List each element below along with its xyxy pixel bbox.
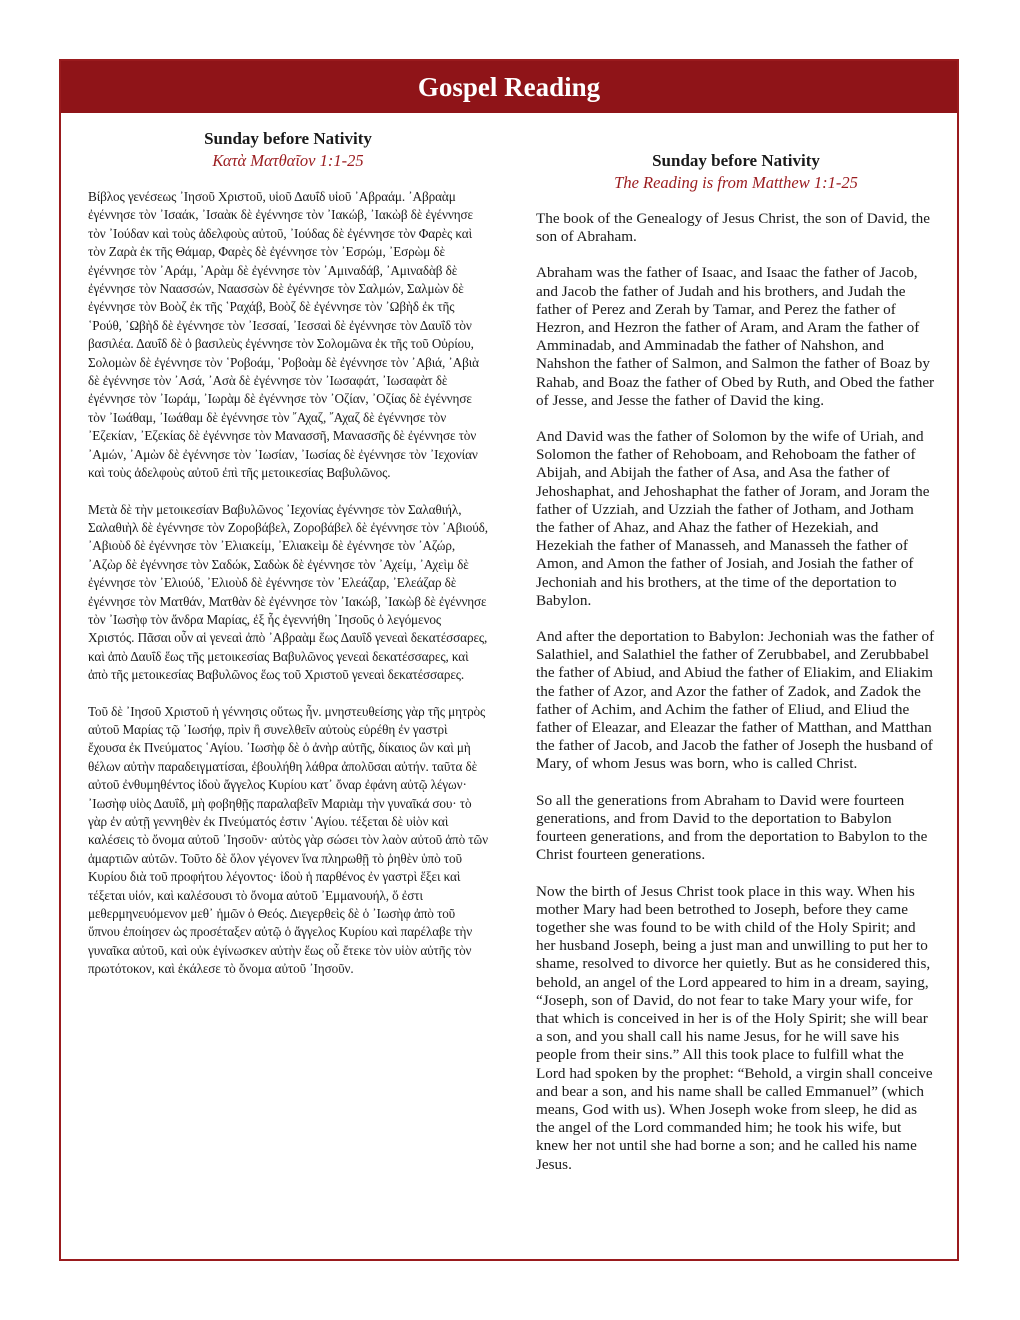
english-paragraph: Abraham was the father of Isaac, and Isaac the father of Jacob, and Jacob the father of Judah and his brothers, and Judah the father of Perez and Zerah by Tamar, and Perez the father of Hezron, and Hezron the father of Aram, and Aram the father of Amminadab, and Amminadab the father of Nahshon, and Nahshon the father of Salmon, and Salmon the father of Boaz by Rahab, and Boaz the father of Obed by Ruth, and Obed the father of Jesse, and Jesse the father of David the king. <box>536 264 935 409</box>
banner-title: Gospel Reading <box>417 72 601 102</box>
english-paragraph: So all the generations from Abraham to David were fourteen generations, and from David to the deportation to Babylon fourteen generations, and from the deportation to Babylon to the Christ fourteen generations. <box>536 791 928 864</box>
english-paragraph: The book of the Genealogy of Jesus Christ, the son of David, the son of Abraham. <box>536 210 930 246</box>
greek-paragraph: Βίβλος γενέσεως ᾿Ιησοῦ Χριστοῦ, υἱοῦ Δαυΐδ υἱοῦ ᾿Αβραάμ. ᾿Αβραὰμ ἐγέννησε τὸν ᾿Ισαάκ, ᾿Ισαὰκ δὲ ἐγέννησε τὸν ᾿Ιακώβ, ᾿Ιακὼβ δὲ ἐγέννησε τὸν ᾿Ιούδαν καὶ τοὺς ἀδελφοὺς αὐτοῦ, ᾿Ιούδας δὲ ἐγέννησε τὸν Φαρὲς καὶ τὸν Ζαρὰ ἐκ τῆς Θάμαρ, Φαρὲς δὲ ἐγέννησε τὸν ᾿Εσρώμ, ᾿Εσρὼμ δὲ ἐγέννησε τὸν ᾿Αράμ, ᾿Αρὰμ δὲ ἐγέννησε τὸν ᾿Αμιναδάβ, ᾿Αμιναδὰβ δὲ ἐγέννησε τὸν Ναασσών, Ναασσὼν δὲ ἐγέννησε τὸν Σαλμών, Σαλμὼν δὲ ἐγέννησε τὸν Βοὸζ ἐκ τῆς ῾Ραχάβ, Βοὸζ δὲ ἐγέννησε τὸν ᾿Ωβὴδ ἐκ τῆς ῾Ρούθ, ᾿Ωβὴδ δὲ ἐγέννησε τὸν ᾿Ιεσσαί, ᾿Ιεσσαὶ δὲ ἐγέννησε τὸν Δαυΐδ τὸν βασιλέα. Δαυΐδ δὲ ὁ βασιλεὺς ἐγέννησε τὸν Σολομῶνα ἐκ τῆς τοῦ Οὐρίου, Σολομὼν δὲ ἐγέννησε τὸν ῾Ροβοάμ, ῾Ροβοὰμ δὲ ἐγέννησε τὸν ᾿Αβιά, ᾿Αβιὰ δὲ ἐγέννησε τὸν ᾿Ασά, ᾿Ασὰ δὲ ἐγέννησε τὸν ᾿Ιωσαφάτ, ᾿Ιωσαφὰτ δὲ ἐγέννησε τὸν ᾿Ιωράμ, ᾿Ιωρὰμ δὲ ἐγέννησε τὸν ᾿Οζίαν, ᾿Οζίας δὲ ἐγέννησε τὸν ᾿Ιωάθαμ, ᾿Ιωάθαμ δὲ ἐγέννησε τὸν ῎Αχαζ, ῎Αχαζ δὲ ἐγέννησε τὸν ᾿Εζεκίαν, ᾿Εζεκίας δὲ ἐγέννησε τὸν Μανασσῆ, Μανασσῆς δὲ ἐγέννησε τὸν ᾿Αμών, ᾿Αμὼν δὲ ἐγέννησε τὸν ᾿Ιωσίαν, ᾿Ιωσίας δὲ ἐγέννησε τὸν ᾿Ιεχονίαν καὶ τοὺς ἀδελφοὺς αὐτοῦ ἐπὶ τῆς μετοικεσίας Βαβυλῶνος. <box>88 189 479 481</box>
page-banner <box>61 61 957 113</box>
english-column <box>536 150 936 1192</box>
greek-subheading: Κατὰ Ματθαῖον 1:1-25 <box>212 151 364 170</box>
english-paragraph: And David was the father of Solomon by the wife of Uriah, and Solomon the father of Rehoboam, and Rehoboam the father of Abijah, and Abijah the father of Asa, and Asa the father of Jehoshaphat, and Jehoshaphat the father of Joram, and Joram the father of Uzziah, and Uzziah the father of Jotham, and Jotham the father of Ahaz, and Ahaz the father of Hezekiah, and Hezekiah the father of Manasseh, and Manasseh the father of Amon, and Amon the father of Josiah, and Josiah the father of Jechoniah and his brothers, at the time of the deportation to Babylon. <box>536 428 930 609</box>
greek-paragraph: Μετὰ δὲ τὴν μετοικεσίαν Βαβυλῶνος ᾿Ιεχονίας ἐγέννησε τὸν Σαλαθιήλ, Σαλαθιὴλ δὲ ἐγέννησε τὸν Ζοροβάβελ, Ζοροβάβελ δὲ ἐγέννησε τὸν ᾿Αβιούδ, ᾿Αβιοὺδ δὲ ἐγέννησε τὸν ᾿Ελιακείμ, ᾿Ελιακεὶμ δὲ ἐγέννησε τὸν ᾿Αζώρ, ᾿Αζὼρ δὲ ἐγέννησε τὸν Σαδώκ, Σαδὼκ δὲ ἐγέννησε τὸν ᾿Αχείμ, ᾿Αχεὶμ δὲ ἐγέννησε τὸν ᾿Ελιούδ, ᾿Ελιοὺδ δὲ ἐγέννησε τὸν ᾿Ελεάζαρ, ᾿Ελεάζαρ δὲ ἐγέννησε τὸν Ματθάν, Ματθὰν δὲ ἐγέννησε τὸν ᾿Ιακώβ, ᾿Ιακὼβ δὲ ἐγέννησε τὸν ᾿Ιωσὴφ τὸν ἄνδρα Μαρίας, ἐξ ἧς ἐγεννήθη ᾿Ιησοῦς ὁ λεγόμενος Χριστός. Πᾶσαι οὖν αἱ γενεαὶ ἀπὸ ᾿Αβραὰμ ἕως Δαυΐδ γενεαὶ δεκατέσσαρες, καὶ ἀπὸ Δαυΐδ ἕως τῆς μετοικεσίας Βαβυλῶνος γενεαὶ δεκατέσσαρες, καὶ ἀπὸ τῆς μετοικεσίας Βαβυλῶνος ἕως τοῦ Χριστοῦ γενεαὶ δεκατέσσαρες. <box>88 501 488 683</box>
english-paragraph: And after the deportation to Babylon: Jechoniah was the father of Salathiel, and Salathiel the father of Zerubbabel, and Zerubbabel the father of Abiud, and Abiud the father of Eliakim, and Eliakim the father of Azor, and Azor the father of Zadok, and Zadok the father of Achim, and Achim the father of Eliud, and Eliud the father of Eleazar, and Eleazar the father of Matthan, and Matthan the father of Jacob, and Jacob the father of Joseph the husband of Mary, of whom Jesus was born, who is called Christ. <box>536 628 935 773</box>
greek-paragraph: Τοῦ δὲ ᾿Ιησοῦ Χριστοῦ ἡ γέννησις οὕτως ἦν. μνηστευθείσης γὰρ τῆς μητρὸς αὐτοῦ Μαρίας τῷ ᾿Ιωσήφ, πρὶν ἢ συνελθεῖν αὐτοὺς εὑρέθη ἐν γαστρὶ ἔχουσα ἐκ Πνεύματος ῾Αγίου. ᾿Ιωσὴφ δὲ ὁ ἀνὴρ αὐτῆς, δίκαιος ὢν καὶ μὴ θέλων αὐτὴν παραδειγματίσαι, ἐβουλήθη λάθρα ἀπολῦσαι αὐτήν. ταῦτα δὲ αὐτοῦ ἐνθυμηθέντος ἰδοὺ ἄγγελος Κυρίου κατ᾿ ὄναρ ἐφάνη αὐτῷ λέγων· ᾿Ιωσὴφ υἱὸς Δαυΐδ, μὴ φοβηθῇς παραλαβεῖν Μαριὰμ τὴν γυναῖκά σου· τὸ γὰρ ἐν αὐτῇ γεννηθὲν ἐκ Πνεύματός ἐστιν ῾Αγίου. τέξεται δὲ υἱὸν καὶ καλέσεις τὸ ὄνομα αὐτοῦ ᾿Ιησοῦν· αὐτὸς γὰρ σώσει τὸν λαὸν αὐτοῦ ἀπὸ τῶν ἁμαρτιῶν αὐτῶν. Τοῦτο δὲ ὅλον γέγονεν ἵνα πληρωθῇ τὸ ῥηθὲν ὑπὸ τοῦ Κυρίου διὰ τοῦ προφήτου λέγοντος· ἰδοὺ ἡ παρθένος ἐν γαστρὶ ἕξει καὶ τέξεται υἱόν, καὶ καλέσουσι τὸ ὄνομα αὐτοῦ ᾿Εμμανουήλ, ὅ ἐστι μεθερμηνευόμενον μεθ᾿ ἡμῶν ὁ Θεός. Διεγερθεὶς δὲ ὁ ᾿Ιωσὴφ ἀπὸ τοῦ ὕπνου ἐποίησεν ὡς προσέταξεν αὐτῷ ὁ ἄγγελος Κυρίου καὶ παρέλαβε τὴν γυναῖκα αὐτοῦ, καὶ οὐκ ἐγίνωσκεν αὐτὴν ἕως οὗ ἔτεκε τὸν υἱὸν αὐτῆς τὸν πρωτότοκον, καὶ ἐκάλεσε τὸ ὄνομα αὐτοῦ ᾿Ιησοῦν. <box>88 703 488 977</box>
greek-heading: Sunday before Nativity <box>204 129 372 148</box>
english-paragraph: Now the birth of Jesus Christ took place in this way. When his mother Mary had been betrothed to Joseph, before they came together she was found to be with child of the Holy Spirit; and her husband Joseph, being a just man and unwilling to put her to shame, resolved to divorce her quietly. But as he considered this, behold, an angel of the Lord appeared to him in a dream, saying, “Joseph, son of David, do not fear to take Mary your wife, for that which is conceived in her is of the Holy Spirit; she will bear a son, and you shall call his name Jesus, for he will save his people from their sins.” All this took place to fulfill what the Lord had spoken by the prophet: “Behold, a virgin shall conceive and bear a son, and his name shall be called Emmanuel” (which means, God with us). When Joseph woke from sleep, he did as the angel of the Lord commanded him; he took his wife, but knew her not until she had borne a son; and he called his name Jesus. <box>536 882 933 1173</box>
english-heading: Sunday before Nativity <box>652 151 820 170</box>
greek-column <box>88 128 488 997</box>
english-subheading: The Reading is from Matthew 1:1-25 <box>614 173 858 192</box>
